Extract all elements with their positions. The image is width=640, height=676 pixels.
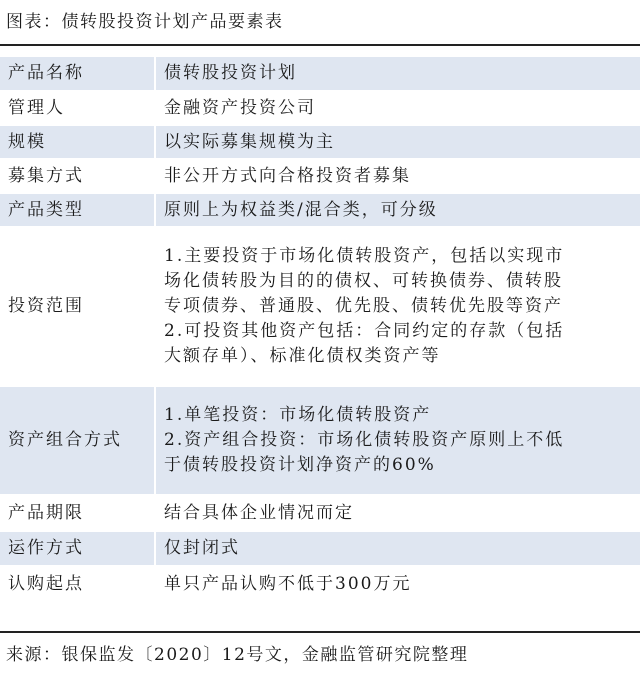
table-title: 图表：债转股投资计划产品要素表 (6, 12, 284, 32)
table-row (0, 57, 640, 91)
row-label: 募集方式 (0, 159, 155, 193)
row-label: 资产组合方式 (0, 386, 155, 495)
row-label: 认购起点 (0, 566, 155, 602)
row-value (155, 57, 640, 91)
row-value (155, 193, 640, 227)
row-label: 管理人 (0, 91, 155, 125)
row-label: 产品名称 (0, 57, 155, 91)
value-line: 金融资产投资公司 (164, 97, 316, 118)
value-line: 仅封闭式 (164, 538, 240, 558)
row-value (155, 531, 640, 566)
value-line: 非公开方式向合格投资者募集 (164, 165, 411, 186)
title-divider (0, 44, 640, 46)
value-line: 原则上为权益类/混合类，可分级 (164, 199, 438, 220)
row-label: 运作方式 (0, 531, 155, 566)
row-label: 规模 (0, 125, 155, 159)
table-row (0, 91, 640, 125)
value-line: 专项债券、普通股、优先股、债转优先股等资产 (164, 296, 563, 316)
table-row (0, 566, 640, 602)
row-value (155, 159, 640, 193)
value-line: 场化债转股为目的的债权、可转换债券、债转股 (164, 271, 563, 291)
table-row (0, 227, 640, 386)
value-line: 大额存单）、标准化债权类资产等 (164, 346, 441, 366)
row-label: 产品期限 (0, 495, 155, 531)
value-line: 结合具体企业情况而定 (164, 502, 354, 523)
table-row (0, 495, 640, 531)
value-line: 于债转股投资计划净资产的60% (164, 455, 436, 475)
value-line: 2.资产组合投资：市场化债转股资产原则上不低 (164, 430, 565, 450)
row-value (155, 227, 640, 386)
row-value (155, 566, 640, 602)
value-line: 债转股投资计划 (164, 63, 297, 83)
row-label: 投资范围 (0, 227, 155, 386)
value-line: 1.单笔投资：市场化债转股资产 (164, 405, 432, 425)
value-line: 1.主要投资于市场化债转股资产，包括以实现市 (164, 246, 565, 266)
table-row (0, 193, 640, 227)
row-value (155, 125, 640, 159)
value-line: 以实际募集规模为主 (164, 131, 335, 152)
row-value (155, 91, 640, 125)
source-divider (0, 631, 640, 633)
row-label: 产品类型 (0, 193, 155, 227)
product-elements-table (0, 57, 640, 603)
row-value (155, 386, 640, 495)
table-row (0, 531, 640, 566)
table-row (0, 125, 640, 159)
value-line: 2.可投资其他资产包括：合同约定的存款（包括 (164, 321, 565, 341)
row-value (155, 495, 640, 531)
value-line: 单只产品认购不低于300万元 (164, 573, 412, 594)
table-row (0, 159, 640, 193)
source-note: 来源：银保监发〔2020〕12号文，金融监管研究院整理 (6, 645, 469, 665)
table-row (0, 386, 640, 495)
